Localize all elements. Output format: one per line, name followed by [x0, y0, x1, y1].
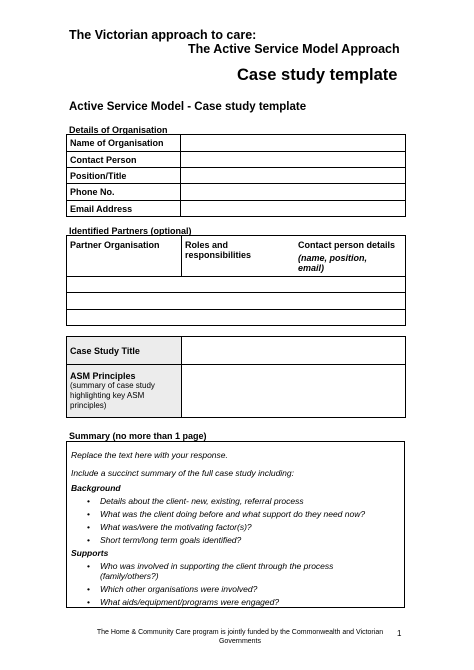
bullet-icon: • — [87, 584, 90, 594]
header-line-2: The Active Service Model Approach — [188, 42, 400, 56]
case-study-title-field[interactable] — [182, 337, 406, 365]
phone-label: Phone No. — [67, 184, 181, 201]
position-title-label: Position/Title — [67, 168, 181, 184]
page-number: 1 — [397, 629, 402, 638]
background-item: Short term/long term goals identified? — [100, 535, 242, 545]
supports-item: Who was involved in supporting the client through the process — [100, 561, 334, 571]
position-title-field[interactable] — [181, 168, 406, 184]
summary-include-text: Include a succinct summary of the full case study including: — [71, 468, 294, 478]
organisation-table — [66, 134, 406, 217]
bullet-icon: • — [87, 561, 90, 571]
organisation-heading: Details of Organisation — [69, 125, 168, 135]
asm-principles-label: ASM Principles — [70, 371, 136, 381]
case-study-title-label: Case Study Title — [67, 337, 182, 365]
partner-row-3[interactable] — [67, 310, 406, 326]
bullet-icon: • — [87, 509, 90, 519]
bullet-icon: • — [87, 597, 90, 607]
background-item: What was/were the motivating factor(s)? — [100, 522, 252, 532]
contact-details-sub: (name, position, email) — [298, 253, 368, 273]
partners-table — [66, 235, 406, 326]
background-heading: Background — [71, 483, 121, 493]
asm-principles-field[interactable] — [182, 365, 406, 418]
contact-person-label: Contact Person — [67, 152, 181, 168]
bullet-icon: • — [87, 496, 90, 506]
partner-row-2[interactable] — [67, 293, 406, 310]
partner-org-header: Partner Organisation — [67, 236, 182, 277]
supports-heading: Supports — [71, 548, 109, 558]
supports-item: What aids/equipment/programs were engaged? — [100, 597, 280, 607]
contact-details-header — [295, 236, 406, 277]
supports-item-continued: (family/others?) — [100, 571, 159, 581]
partner-row-1[interactable] — [67, 277, 406, 293]
background-item: Details about the client- new, existing, referral process — [100, 496, 304, 506]
contact-details-label: Contact person details — [298, 240, 396, 250]
template-subtitle: Active Service Model - Case study template — [69, 101, 307, 113]
summary-heading: Summary (no more than 1 page) — [69, 431, 207, 441]
summary-replace-text: Replace the text here with your response. — [71, 450, 228, 460]
asm-principles-sub: (summary of case study highlighting key ASM principles) — [70, 381, 155, 410]
org-name-label: Name of Organisation — [67, 135, 181, 152]
supports-item: Which other organisations were involved? — [100, 584, 258, 594]
case-study-table — [66, 336, 406, 418]
document-title: Case study template — [237, 66, 398, 84]
asm-principles-cell — [67, 365, 182, 418]
org-name-field[interactable] — [181, 135, 406, 152]
email-field[interactable] — [181, 201, 406, 217]
phone-field[interactable] — [181, 184, 406, 201]
roles-header: Roles and responsibilities — [182, 236, 296, 277]
bullet-icon: • — [87, 522, 90, 532]
footer-line-2: Governments — [218, 638, 262, 645]
footer-text — [90, 628, 390, 646]
header-line-1: The Victorian approach to care: — [69, 28, 257, 42]
email-label: Email Address — [67, 201, 181, 217]
partners-heading: Identified Partners (optional) — [69, 226, 192, 236]
footer-line-1: The Home & Community Care program is jointly funded by the Commonwealth and Victorian — [96, 629, 384, 636]
background-item: What was the client doing before and what support do they need now? — [100, 509, 366, 519]
bullet-icon: • — [87, 535, 90, 545]
contact-person-field[interactable] — [181, 152, 406, 168]
